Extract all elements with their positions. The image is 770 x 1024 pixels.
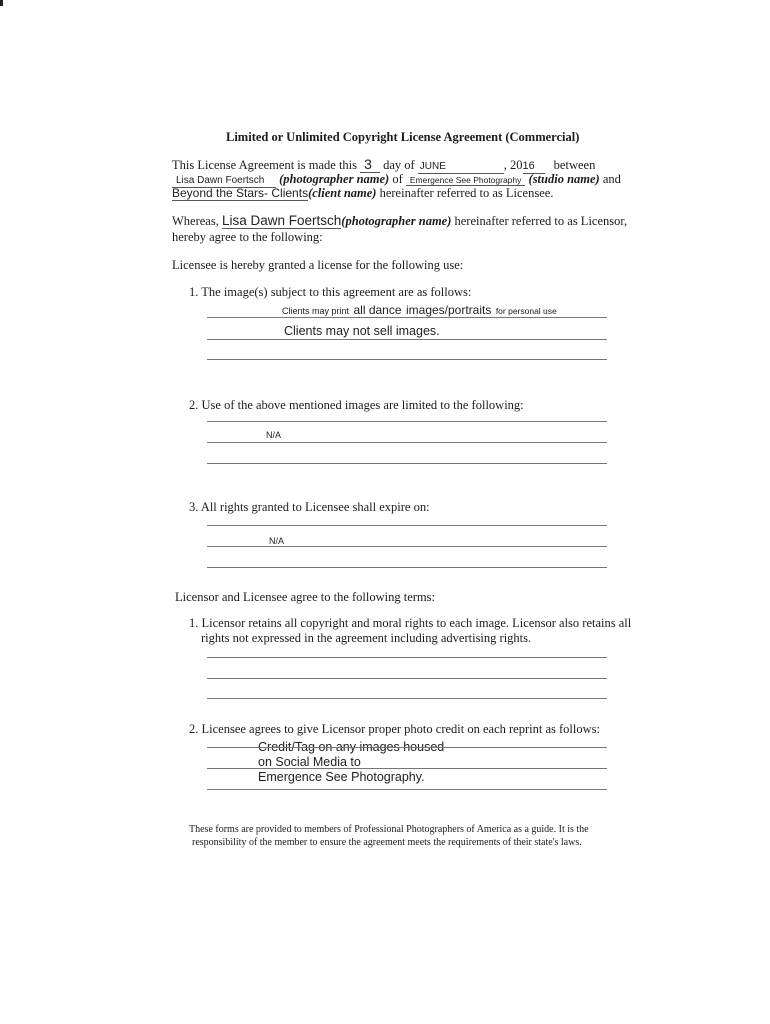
credit-line-1-rule [207,747,607,748]
item-3-answer-line-1-rule[interactable] [207,525,607,526]
studio-name-label: (studio name) [528,172,600,186]
item-1-answer-line-1-rule [207,317,607,318]
item-1-answer-part-4: for personal use [495,306,557,316]
item-1-answer-line-2[interactable]: Clients may not sell images. [284,324,440,338]
month-field[interactable]: JUNE [418,162,504,174]
footer-line-1: These forms are provided to members of Professional Photographers of America as a guide. It is the [189,824,589,835]
whereas-line-1 [172,214,627,229]
item-1-label: 1. The image(s) subject to this agreement are as follows: [189,285,472,299]
terms-intro: Licensor and Licensee agree to the following terms: [175,590,435,604]
item-2-answer-line-3-rule[interactable] [207,463,607,464]
footer-line-2: responsibility of the member to ensure the agreement meets the requirements of their state's laws. [192,837,582,848]
document-title: Limited or Unlimited Copyright License Agreement (Commercial) [226,130,580,144]
term-1-answer-line-1-rule[interactable] [207,657,607,658]
item-2-answer-line-1-rule[interactable] [207,421,607,422]
photographer-field[interactable]: Lisa Dawn Foertsch [172,176,276,188]
term-1-answer-line-3-rule[interactable] [207,698,607,699]
credit-line-2-rule [207,768,607,769]
year-field[interactable]: 16 [523,161,545,174]
item-2-label: 2. Use of the above mentioned images are limited to the following: [189,398,524,412]
whereas-line-2: hereby agree to the following: [172,230,323,244]
term-1-line-1: 1. Licensor retains all copyright and moral rights to each image. Licensor also retains all [189,616,632,630]
intro-between: between [553,158,596,172]
studio-field[interactable]: Emergence See Photography [406,176,526,186]
item-2-answer-line-2-rule [207,442,607,443]
item-3-answer[interactable]: N/A [269,536,285,546]
credit-line-2[interactable]: on Social Media to [258,755,361,769]
item-1-answer-part-3: images/portraits [405,303,492,317]
licensee-reference: hereinafter referred to as Licensee. [379,186,554,200]
client-field[interactable]: Beyond the Stars- Clients [172,186,309,200]
license-intro: Licensee is hereby granted a license for the following use: [172,258,464,272]
item-1-answer-line-2-rule [207,339,607,340]
intro-year-prefix: , 20 [503,158,523,172]
item-3-answer-line-2-rule [207,546,607,547]
term-1-line-2: rights not expressed in the agreement including advertising rights. [201,631,532,645]
item-1-answer-part-1: Clients may print [282,306,350,316]
whereas-photographer-field[interactable]: Lisa Dawn Foertsch [221,213,342,228]
whereas-photographer-label: (photographer name) [341,214,452,228]
credit-line-3-rule [207,789,607,790]
whereas-prefix: Whereas, [172,214,219,228]
client-name-label: (client name) [308,186,377,200]
item-1-answer-line-3-rule[interactable] [207,359,607,360]
whereas-suffix: hereinafter referred to as Licensor, [454,214,628,228]
intro-and: and [602,172,621,186]
scan-speck [0,0,3,6]
term-1-answer-line-2-rule[interactable] [207,678,607,679]
item-3-label: 3. All rights granted to Licensee shall expire on: [189,500,430,514]
credit-line-3[interactable]: Emergence See Photography. [258,770,425,784]
credit-line-1[interactable]: Credit/Tag on any images housed [258,740,445,754]
intro-line-3 [172,186,553,201]
photographer-name-label: (photographer name) [279,172,390,186]
item-1-answer-part-2: all dance [353,303,402,317]
day-field[interactable]: 3 [360,157,380,173]
intro-day-of: day of [383,158,415,172]
intro-made-this: This License Agreement is made this [172,158,358,172]
intro-of: of [392,172,403,186]
term-2-label: 2. Licensee agrees to give Licensor proper photo credit on each reprint as follows: [189,722,600,736]
item-3-answer-line-3-rule[interactable] [207,567,607,568]
item-2-answer[interactable]: N/A [266,430,282,440]
